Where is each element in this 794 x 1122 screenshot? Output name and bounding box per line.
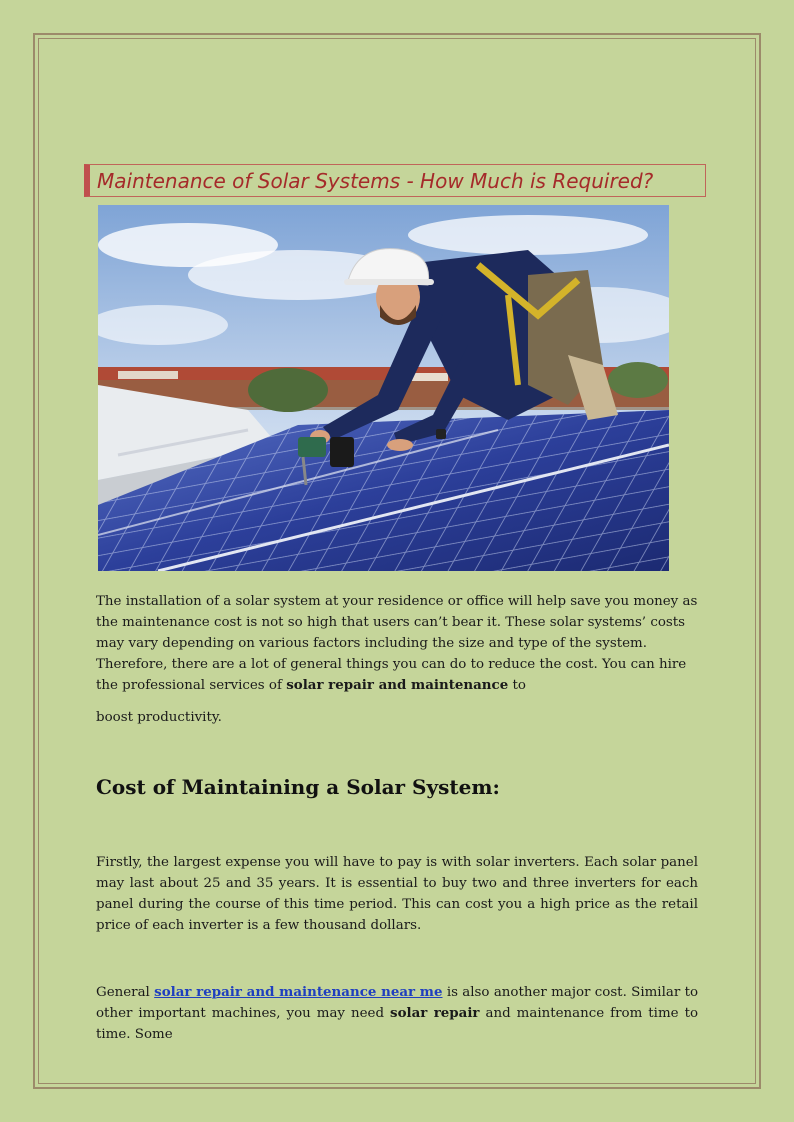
intro-tail: to [508,678,526,693]
intro-bold-term: solar repair and maintenance [286,677,509,693]
solar-technician-photo [98,205,669,571]
article-title: Maintenance of Solar Systems - How Much is Required? [97,168,654,193]
intro-continuation: boost productivity. [96,710,222,725]
maintenance-paragraph [96,982,698,1045]
inverter-paragraph: Firstly, the largest expense you will have to pay is with solar inverters. Each solar panel may last about 25 and 35 years. It is essential to buy two and three inverters for each panel during the course of this time period. This can cost you a high price as the retail price of each inverter is a few thousand dollars. [96,855,698,933]
p3-lead: General [96,985,155,1000]
section-heading: Cost of Maintaining a Solar System: [96,775,500,799]
intro-paragraph [96,591,700,696]
p3-mid: is also another major cost. Similar to other important machines, you may need [96,985,699,1021]
p3-tail: and maintenance from time to time. Some [96,1006,699,1042]
solar-repair-link[interactable]: solar repair and maintenance near me [154,984,443,1000]
p3-bold-term: solar repair [390,1005,480,1021]
intro-text: The installation of a solar system at your residence or office will help save you money as the maintenance cost is not so high that users can’t bear it. These solar systems’ costs may vary depending on various factors including the size and type of the system. Therefore, there are a lot of general things you can do to reduce the cost. You can hire the professional services of [96,594,698,693]
article-title-box [84,164,706,197]
